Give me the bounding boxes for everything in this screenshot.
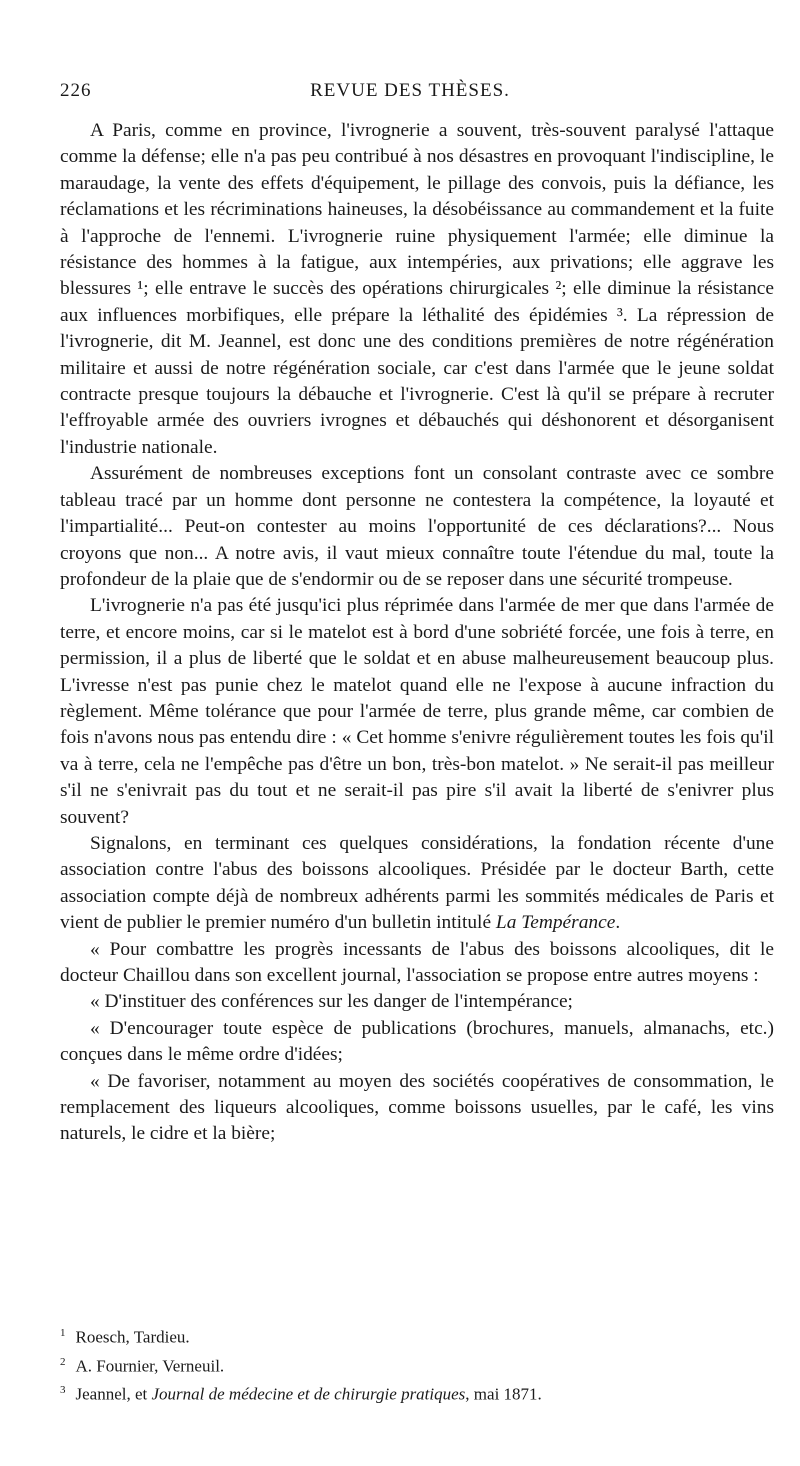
page-number: 226: [60, 80, 92, 101]
paragraph-5: « Pour combattre les progrès incessants de l'abus des boissons alcooliques, dit le docteur Chaillou dans son excellent journal, l'association se propose entre autres moyens :: [60, 938, 774, 986]
page-header: [60, 80, 760, 110]
footnote-mark: 2: [60, 1355, 66, 1368]
paragraph-4-end: .: [615, 912, 621, 934]
footnotes: [60, 1321, 774, 1407]
paragraph-4-text: Signalons, en terminant ces quelques considérations, la fondation récente d'une association contre l'abus des boissons alcooliques. Présidée par le docteur Barth, cette association compte déjà de nombreux adhérents parmi les sommités médicales de Paris et vient de publier le premier numéro d'un bulletin intitulé: [60, 832, 774, 934]
paragraph-2: Assurément de nombreuses exceptions font un consolant contraste avec ce sombre tableau tracé par un homme dont personne ne contestera la compétence, la loyauté et l'impartialité... Peut-on contester au moins l'opportunité de ces déclarations?... Nous croyons que non... A notre avis, il vaut mieux connaître toute l'étendue du mal, toute la profondeur de la plaie que de s'endormir ou de se reposer dans une sécurité trompeuse.: [60, 463, 774, 590]
running-title: REVUE DES THÈSES.: [310, 80, 510, 101]
footnote-text: A. Fournier, Verneuil.: [75, 1356, 225, 1376]
journal-title: Journal de médecine et de chirurgie pratiques: [151, 1384, 466, 1404]
paragraph-1: A Paris, comme en province, l'ivrognerie a souvent, très-souvent paralysé l'attaque comme la défense; elle n'a pas peu contribué à nos désastres en provoquant l'indiscipline, le maraudage, la vente des effets d'équipement, le pillage des convois, puis la défiance, les réclamations et les récriminations haineuses, la désobéissance au commandement et la fuite à l'approche de l'ennemi. L'ivrognerie ruine physiquement l'armée; elle diminue la résistance des hommes à la fatigue, aux intempéries, aux privations; elle aggrave les blessures ¹; elle entrave le succès des opérations chirurgicales ²; elle diminue la résistance aux influences morbifiques, elle prépare la léthalité des épidémies ³. La répression de l'ivrognerie, dit M. Jeannel, est donc une des conditions premières de notre régénération militaire et aussi de notre régénération sociale, car c'est dans l'armée que le jeune soldat contracte presque toujours la débauche et l'ivrognerie. C'est là qu'il se prépare à recruter l'effroyable armée des ouvriers ivrognes et débauchés qui déshonorent et désorganisent l'industrie nationale.: [60, 120, 774, 458]
footnote-1: [60, 1321, 774, 1350]
footnote-2: [60, 1350, 774, 1379]
paragraph-6: « D'instituer des conférences sur les danger de l'intempérance;: [90, 991, 573, 1013]
footnote-text-end: , mai 1871.: [465, 1384, 542, 1404]
paragraph-7: « D'encourager toute espèce de publications (brochures, manuels, almanachs, etc.) conçues dans le même ordre d'idées;: [60, 1017, 774, 1066]
bulletin-title: La Tempérance: [495, 912, 616, 934]
footnote-text: Roesch, Tardieu.: [75, 1327, 190, 1347]
body-text: [60, 118, 774, 1148]
footnote-mark: 3: [60, 1384, 66, 1397]
footnote-text: Jeannel, et: [75, 1384, 152, 1404]
paragraph-4: [60, 831, 774, 937]
footnote-3: [60, 1378, 774, 1407]
paragraph-3: L'ivrognerie n'a pas été jusqu'ici plus réprimée dans l'armée de mer que dans l'armée de terre, et encore moins, car si le matelot est à bord d'une sobriété forcée, une fois à terre, en permission, il a plus de liberté que le soldat et en abuse malheureusement beaucoup plus. L'ivresse n'est pas punie chez le matelot quand elle ne l'expose à aucune infraction du règlement. Même tolérance que pour l'armée de terre, plus grande même, car combien de fois n'avons nous pas entendu dire : « Cet homme s'enivre régulièrement toutes les fois qu'il va à terre, cela ne l'empêche pas d'être un bon, très-bon matelot. » Ne serait-il pas meilleur s'il ne s'enivrait pas du tout et ne serait-il pas pire s'il avait la liberté de s'enivrer plus souvent?: [60, 595, 774, 828]
footnote-mark: 1: [60, 1327, 66, 1339]
paragraph-8: « De favoriser, notamment au moyen des sociétés coopératives de consommation, le remplacement des liqueurs alcooliques, comme boissons usuelles, par le café, les vins naturels, le cidre et la bière;: [60, 1070, 774, 1145]
